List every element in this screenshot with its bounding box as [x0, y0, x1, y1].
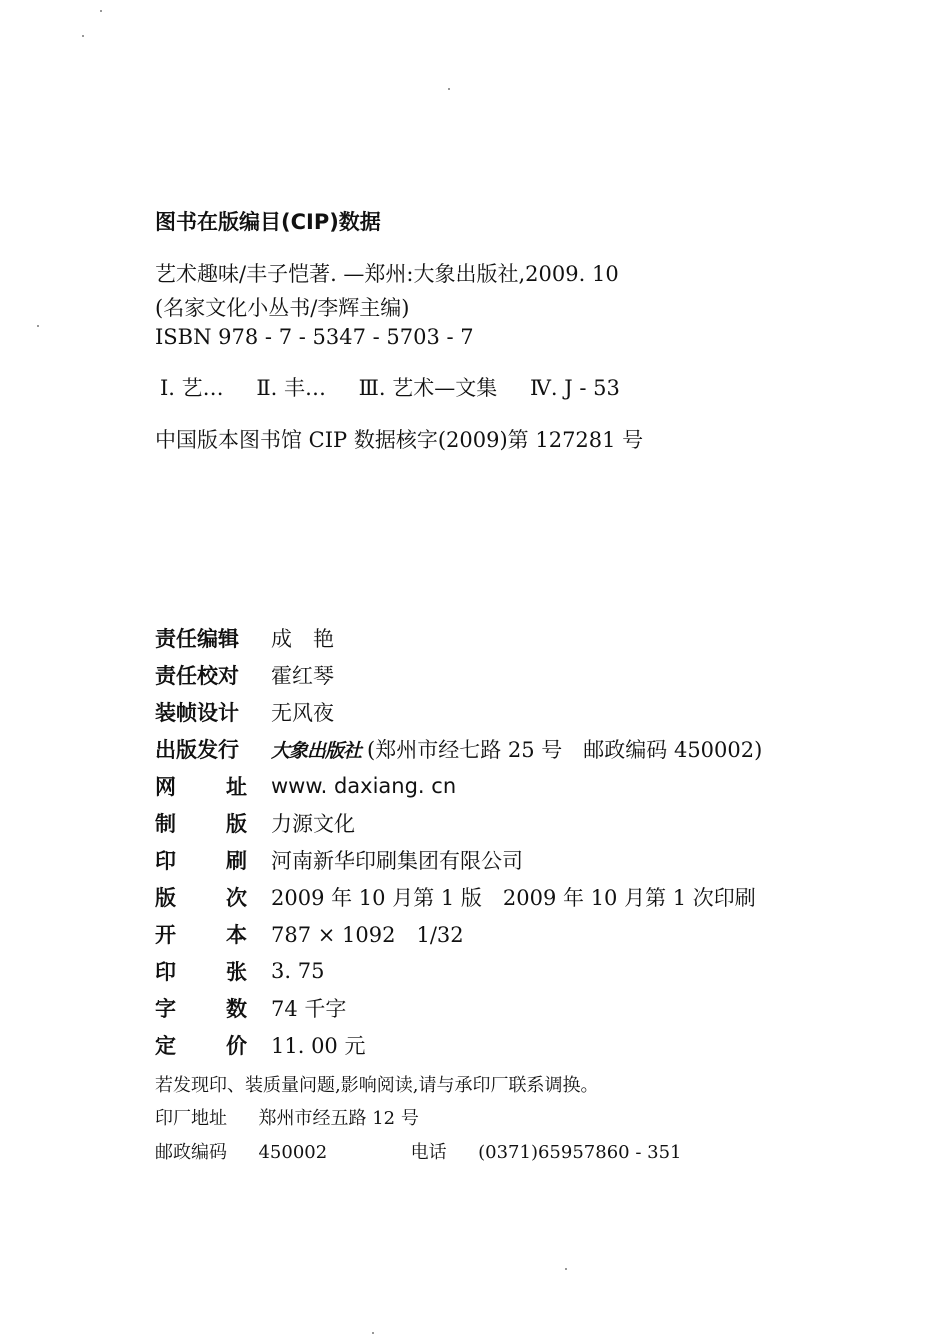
phone: (0371)65957860 - 351 [478, 1142, 682, 1163]
info-value: 霍红琴 [271, 664, 334, 688]
info-label [155, 808, 247, 838]
info-value: 成 艳 [271, 627, 334, 651]
info-label: 责任校对 [155, 664, 239, 688]
info-label: 装帧设计 [155, 701, 239, 725]
info-label-char: 开 [155, 923, 176, 947]
info-value: 11. 00 元 [271, 1034, 366, 1058]
cip-title-line: 艺术趣味/丰子恺著. —郑州:大象出版社,2009. 10 [155, 262, 619, 286]
info-row-plate [155, 808, 355, 838]
info-label-char: 制 [155, 812, 176, 836]
info-label [155, 919, 247, 949]
info-label-char: 数 [226, 997, 247, 1021]
info-label-char: 印 [155, 960, 176, 984]
scan-speck [372, 1332, 374, 1334]
info-label-char: 版 [226, 812, 247, 836]
cip-heading: 图书在版编目(CIP)数据 [155, 210, 381, 234]
info-value: 河南新华印刷集团有限公司 [271, 849, 523, 873]
info-label [155, 845, 247, 875]
printer-address-label: 印厂地址 [155, 1108, 227, 1129]
info-label [155, 1030, 247, 1060]
scan-speck [82, 35, 84, 37]
scan-speck [100, 10, 102, 12]
info-row-price [155, 1030, 365, 1060]
phone-label: 电话 [410, 1142, 447, 1163]
info-row-printer [155, 845, 523, 875]
info-row-word-count [155, 993, 346, 1023]
website-link[interactable]: www. daxiang. cn [271, 774, 457, 798]
info-row-format [155, 919, 464, 949]
info-row-proofreader [155, 660, 334, 690]
info-label-char: 版 [155, 886, 176, 910]
info-label-char: 网 [155, 775, 176, 799]
contact-line [155, 1138, 681, 1164]
postcode: 450002 [258, 1142, 328, 1163]
cip-isbn-line: ISBN 978 - 7 - 5347 - 5703 - 7 [155, 325, 474, 349]
info-label-char: 张 [226, 960, 247, 984]
info-label-char: 定 [155, 1034, 176, 1058]
info-label-char: 印 [155, 849, 176, 873]
info-label: 出版发行 [155, 738, 239, 762]
cip-class-2: Ⅱ. 丰… [256, 376, 326, 400]
info-row-edition [155, 882, 756, 912]
info-value: 74 千字 [271, 997, 347, 1021]
info-label [155, 882, 247, 912]
info-value: 3. 75 [271, 959, 325, 983]
info-value: 无风夜 [271, 701, 334, 725]
info-label [155, 956, 247, 986]
quality-notice: 若发现印、装质量问题,影响阅读,请与承印厂联系调换。 [155, 1075, 599, 1096]
info-label-char: 次 [226, 886, 247, 910]
cip-class-1: Ⅰ. 艺… [160, 376, 224, 400]
info-label-char: 址 [226, 775, 247, 799]
info-label-char: 本 [226, 923, 247, 947]
info-row-designer [155, 697, 334, 727]
info-row-editor [155, 623, 334, 653]
info-row-sheets [155, 956, 324, 986]
info-value: 787 × 1092 1/32 [271, 923, 464, 947]
info-label-char: 价 [226, 1034, 247, 1058]
cip-verification-line: 中国版本图书馆 CIP 数据核字(2009)第 127281 号 [155, 428, 644, 452]
info-value: 2009 年 10 月第 1 版 2009 年 10 月第 1 次印刷 [271, 886, 756, 910]
postcode-label: 邮政编码 [155, 1142, 227, 1163]
scan-speck [448, 88, 450, 90]
info-row-publisher [155, 734, 762, 764]
cip-class-4: Ⅳ. J - 53 [529, 376, 620, 400]
scan-speck [37, 325, 39, 327]
info-value: (郑州市经七路 25 号 邮政编码 450002) [367, 738, 763, 762]
info-label [155, 771, 247, 801]
publisher-logo: 大象出版社 [271, 739, 362, 762]
info-label [155, 993, 247, 1023]
info-label-char: 字 [155, 997, 176, 1021]
info-value: 力源文化 [271, 812, 355, 836]
cip-series-line: (名家文化小丛书/李辉主编) [155, 296, 410, 320]
info-label-char: 刷 [226, 849, 247, 873]
printer-address: 郑州市经五路 12 号 [258, 1108, 419, 1129]
printer-address-line [155, 1104, 419, 1130]
scan-speck [565, 1268, 567, 1270]
cip-class-3: Ⅲ. 艺术—文集 [358, 376, 498, 400]
info-row-website [155, 771, 456, 801]
info-label: 责任编辑 [155, 627, 239, 651]
cip-classification-line [160, 378, 646, 399]
